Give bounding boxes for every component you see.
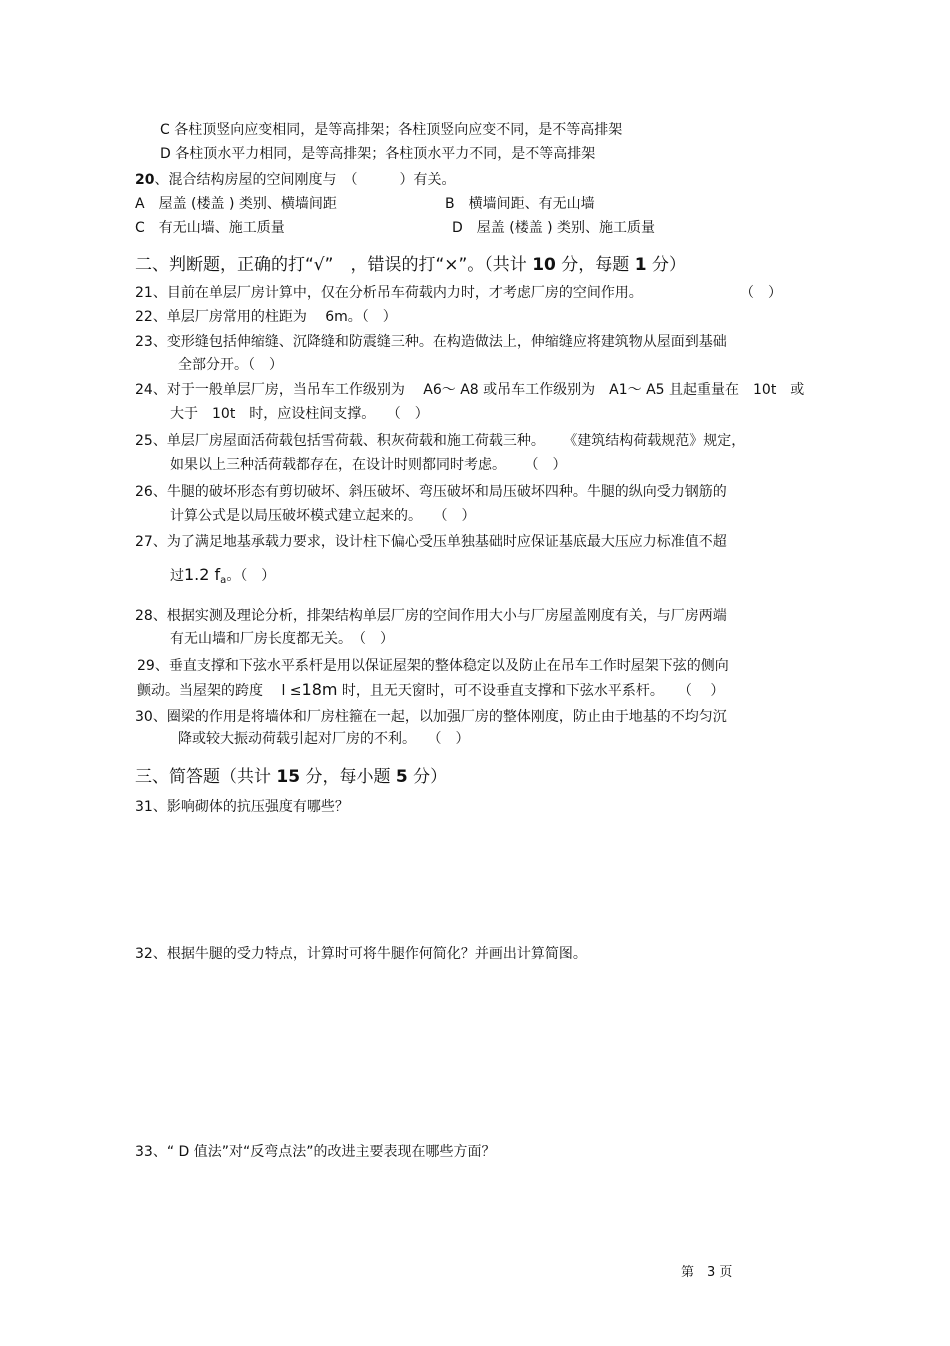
q21-text: 21、目前在单层厂房计算中，仅在分析吊车荷载内力时，才考虑厂房的空间作用。: [135, 285, 643, 301]
q27-line-1: 27、为了满足地基承载力要求，设计柱下偏心受压单独基础时应保证基底最大压应力标准值不超: [135, 534, 727, 550]
q20-number: 20: [135, 172, 155, 188]
q21-answer-blank: （ ）: [740, 285, 782, 301]
q27-formula: 1.2 f: [184, 565, 221, 584]
q20-option-c: C 有无山墙、施工质量: [135, 220, 285, 236]
q28-line-1: 28、根据实测及理论分析，排架结构单层厂房的空间作用大小与厂房屋盖刚度有关，与厂房两端: [135, 608, 727, 624]
q33-text: 33、“ D 值法”对“反弯点法”的改进主要表现在哪些方面？: [135, 1144, 496, 1160]
q20-option-d: D 屋盖 (楼盖 ) 类别、施工质量: [452, 220, 656, 236]
q23-line-2: 全部分开。（ ）: [178, 357, 283, 373]
q20-text: 、混合结构房屋的空间刚度与 （ ）有关。: [154, 172, 456, 188]
q31-text: 31、影响砌体的抗压强度有哪些？: [135, 799, 349, 815]
q30-line-2: 降或较大振动荷载引起对厂房的不利。 （ ）: [178, 731, 470, 747]
q22-text: 22、单层厂房常用的柱距为 6m。（ ）: [135, 309, 397, 325]
q24-line-2: 大于 10t 时，应设柱间支撑。 （ ）: [170, 406, 429, 422]
q24-line-1: 24、对于一般单层厂房，当吊车工作级别为 A6～ A8 或吊车工作级别为 A1～ A5 且起重量在 10t 或: [135, 382, 805, 398]
section-2-heading: 二、判断题，正确的打“√” ，错误的打“×”。（共计 10 分，每题 1 分）: [135, 255, 686, 275]
q27-subscript: a: [220, 575, 227, 586]
q28-line-2: 有无山墙和厂房长度都无关。 （ ）: [170, 631, 394, 647]
q30-line-1: 30、圈梁的作用是将墙体和厂房柱箍在一起，以加强厂房的整体刚度，防止由于地基的不均匀沉: [135, 709, 727, 725]
q26-line-2: 计算公式是以局压破坏模式建立起来的。 （ ）: [170, 508, 476, 524]
q32-text: 32、根据牛腿的受力特点，计算时可将牛腿作何简化？并画出计算简图。: [135, 946, 587, 962]
q19-option-c: C 各柱顶竖向应变相同，是等高排架；各柱顶竖向应变不同，是不等高排架: [160, 122, 623, 138]
q27-line-2: 过1.2 $f_a$。（ ）: [170, 565, 276, 586]
q29-line-1: 29、垂直支撑和下弦水平系杆是用以保证屋架的整体稳定以及防止在吊车工作时屋架下弦的侧向: [137, 658, 729, 674]
q20-stem: [135, 171, 455, 189]
q26-line-1: 26、牛腿的破坏形态有剪切破坏、斜压破坏、弯压破坏和局压破坏四种。牛腿的纵向受力钢筋的: [135, 484, 727, 500]
q29-line-2: 颤动。当屋架的跨度 l ≤18m 时，且无天窗时，可不设垂直支撑和下弦水平系杆。 （ ）: [137, 680, 725, 699]
q19-option-d: D 各柱顶水平力相同，是等高排架；各柱顶水平力不同，是不等高排架: [160, 146, 596, 162]
q20-option-a: A 屋盖 (楼盖 ) 类别、横墙间距: [135, 196, 337, 212]
q23-line-1: 23、变形缝包括伸缩缝、沉降缝和防震缝三种。在构造做法上，伸缩缝应将建筑物从屋面到基础: [135, 334, 727, 350]
q20-option-b: B 横墙间距、有无山墙: [445, 196, 595, 212]
section-3-heading: 三、简答题（共计 15 分，每小题 5 分）: [135, 767, 448, 787]
q25-line-1: 25、单层厂房屋面活荷载包括雪荷载、积灰荷载和施工荷载三种。 《建筑结构荷载规范》规定，: [135, 433, 746, 449]
q25-line-2: 如果以上三种活荷载都存在，在设计时则都同时考虑。 （ ）: [170, 457, 567, 473]
page-number: 第 3 页: [681, 1265, 733, 1280]
